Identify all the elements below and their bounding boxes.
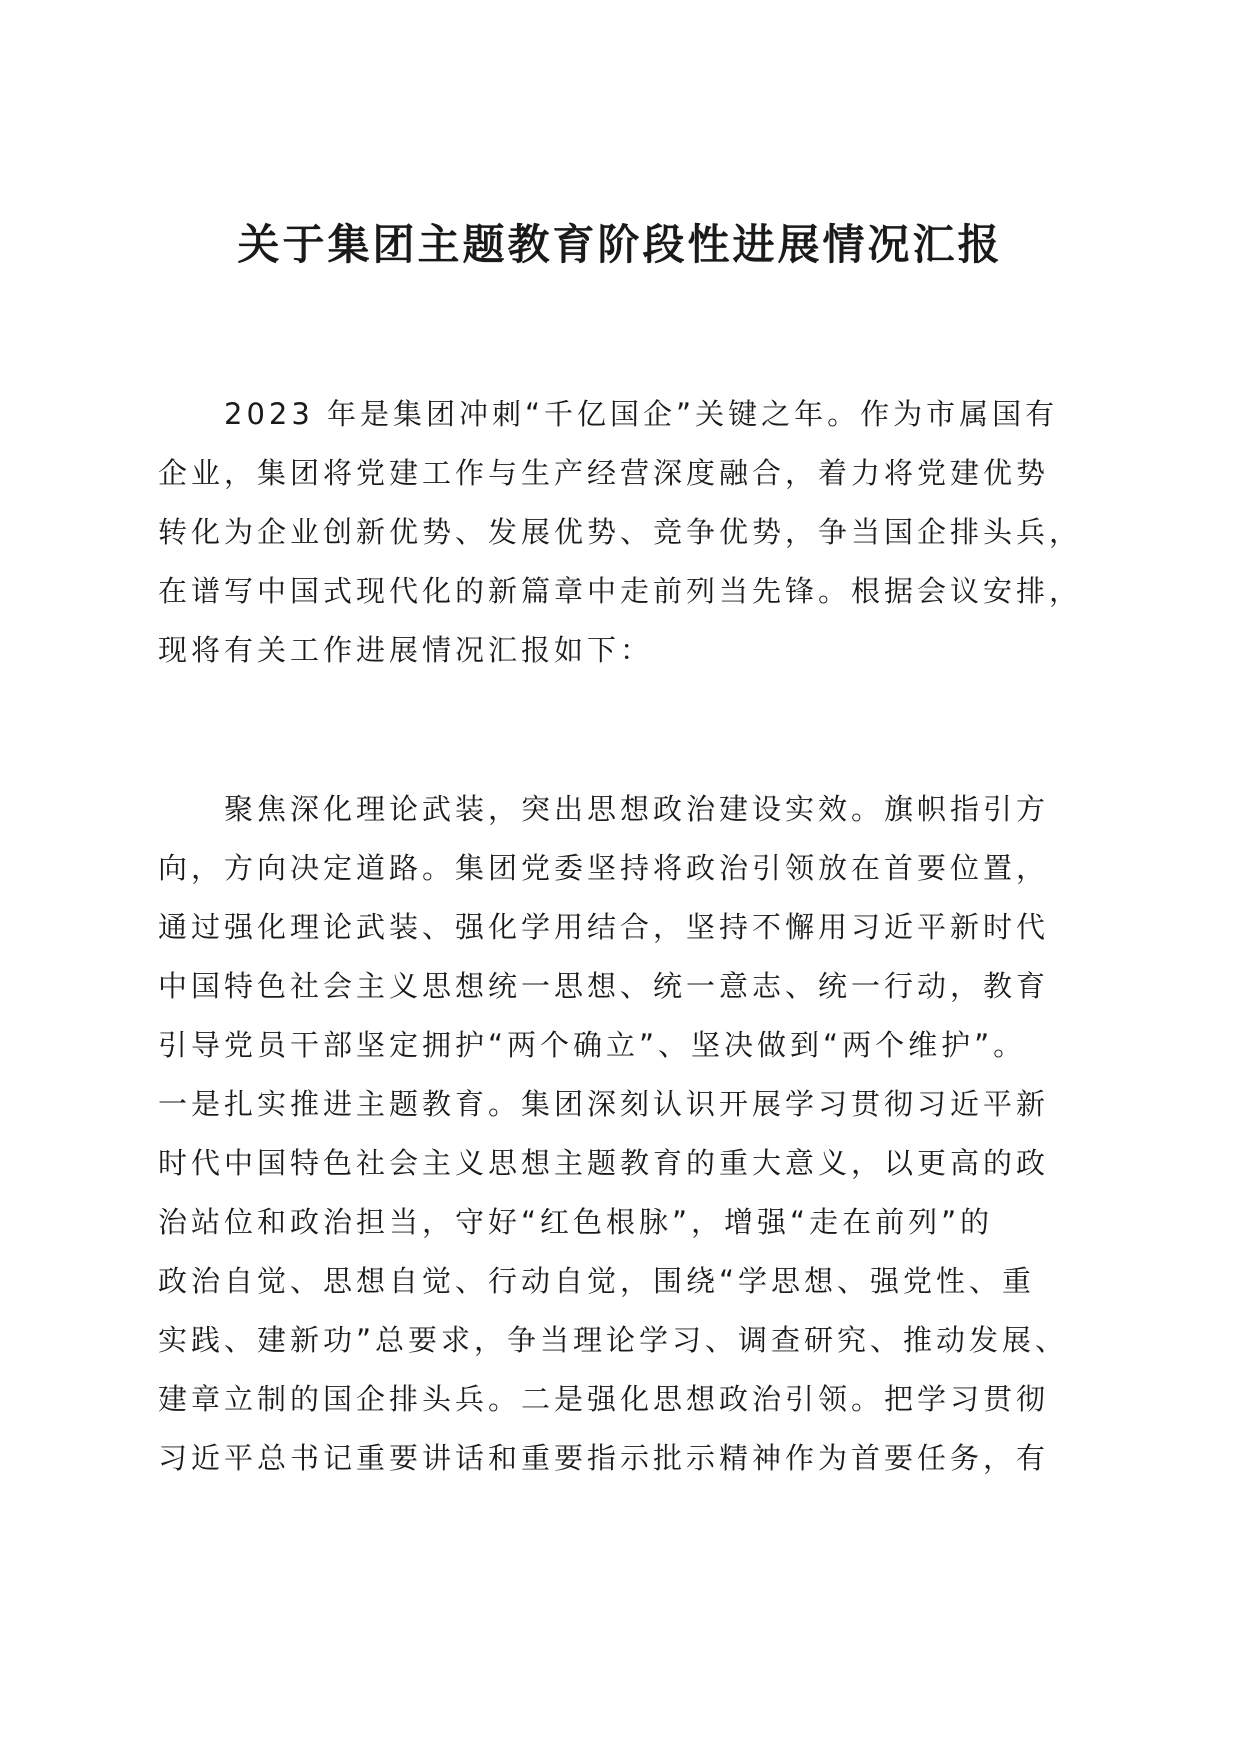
paragraph-line: 时代中国特色社会主义思想主题教育的重大意义，以更高的政 xyxy=(158,1146,1050,1180)
paragraph-theory xyxy=(158,780,1098,1488)
paragraph-line: 向，方向决定道路。集团党委坚持将政治引领放在首要位置， xyxy=(158,851,1050,885)
paragraph-line: 实践、建新功”总要求，争当理论学习、调查研究、推动发展、 xyxy=(158,1323,1069,1357)
paragraph-line: 2023 年是集团冲刺“千亿国企”关键之年。作为市属国有 xyxy=(224,397,1059,431)
paragraph-line: 政治自觉、思想自觉、行动自觉，围绕“学思想、强党性、重 xyxy=(158,1264,1036,1298)
paragraph-line: 习近平总书记重要讲话和重要指示批示精神作为首要任务，有 xyxy=(158,1441,1050,1475)
paragraph-line: 现将有关工作进展情况汇报如下： xyxy=(158,633,654,667)
document-title: 关于集团主题教育阶段性进展情况汇报 xyxy=(237,220,1003,269)
paragraph-line: 企业，集团将党建工作与生产经营深度融合，着力将党建优势 xyxy=(158,456,1050,490)
paragraph-line: 一是扎实推进主题教育。集团深刻认识开展学习贯彻习近平新 xyxy=(158,1087,1050,1121)
paragraph-line: 转化为企业创新优势、发展优势、竞争优势，争当国企排头兵， xyxy=(158,515,1083,549)
paragraph-line: 中国特色社会主义思想统一思想、统一意志、统一行动，教育 xyxy=(158,969,1050,1003)
paragraph-line: 通过强化理论武装、强化学用结合，坚持不懈用习近平新时代 xyxy=(158,910,1050,944)
paragraph-line: 引导党员干部坚定拥护“两个确立”、坚决做到“两个维护”。 xyxy=(158,1028,1027,1062)
paragraph-line: 建章立制的国企排头兵。二是强化思想政治引领。把学习贯彻 xyxy=(158,1382,1050,1416)
paragraph-intro xyxy=(158,385,1098,680)
paragraph-line: 在谱写中国式现代化的新篇章中走前列当先锋。根据会议安排， xyxy=(158,574,1083,608)
paragraph-line: 聚焦深化理论武装，突出思想政治建设实效。旗帜指引方 xyxy=(224,792,1050,826)
paragraph-line: 治站位和政治担当，守好“红色根脉”，增强“走在前列”的 xyxy=(158,1205,994,1239)
